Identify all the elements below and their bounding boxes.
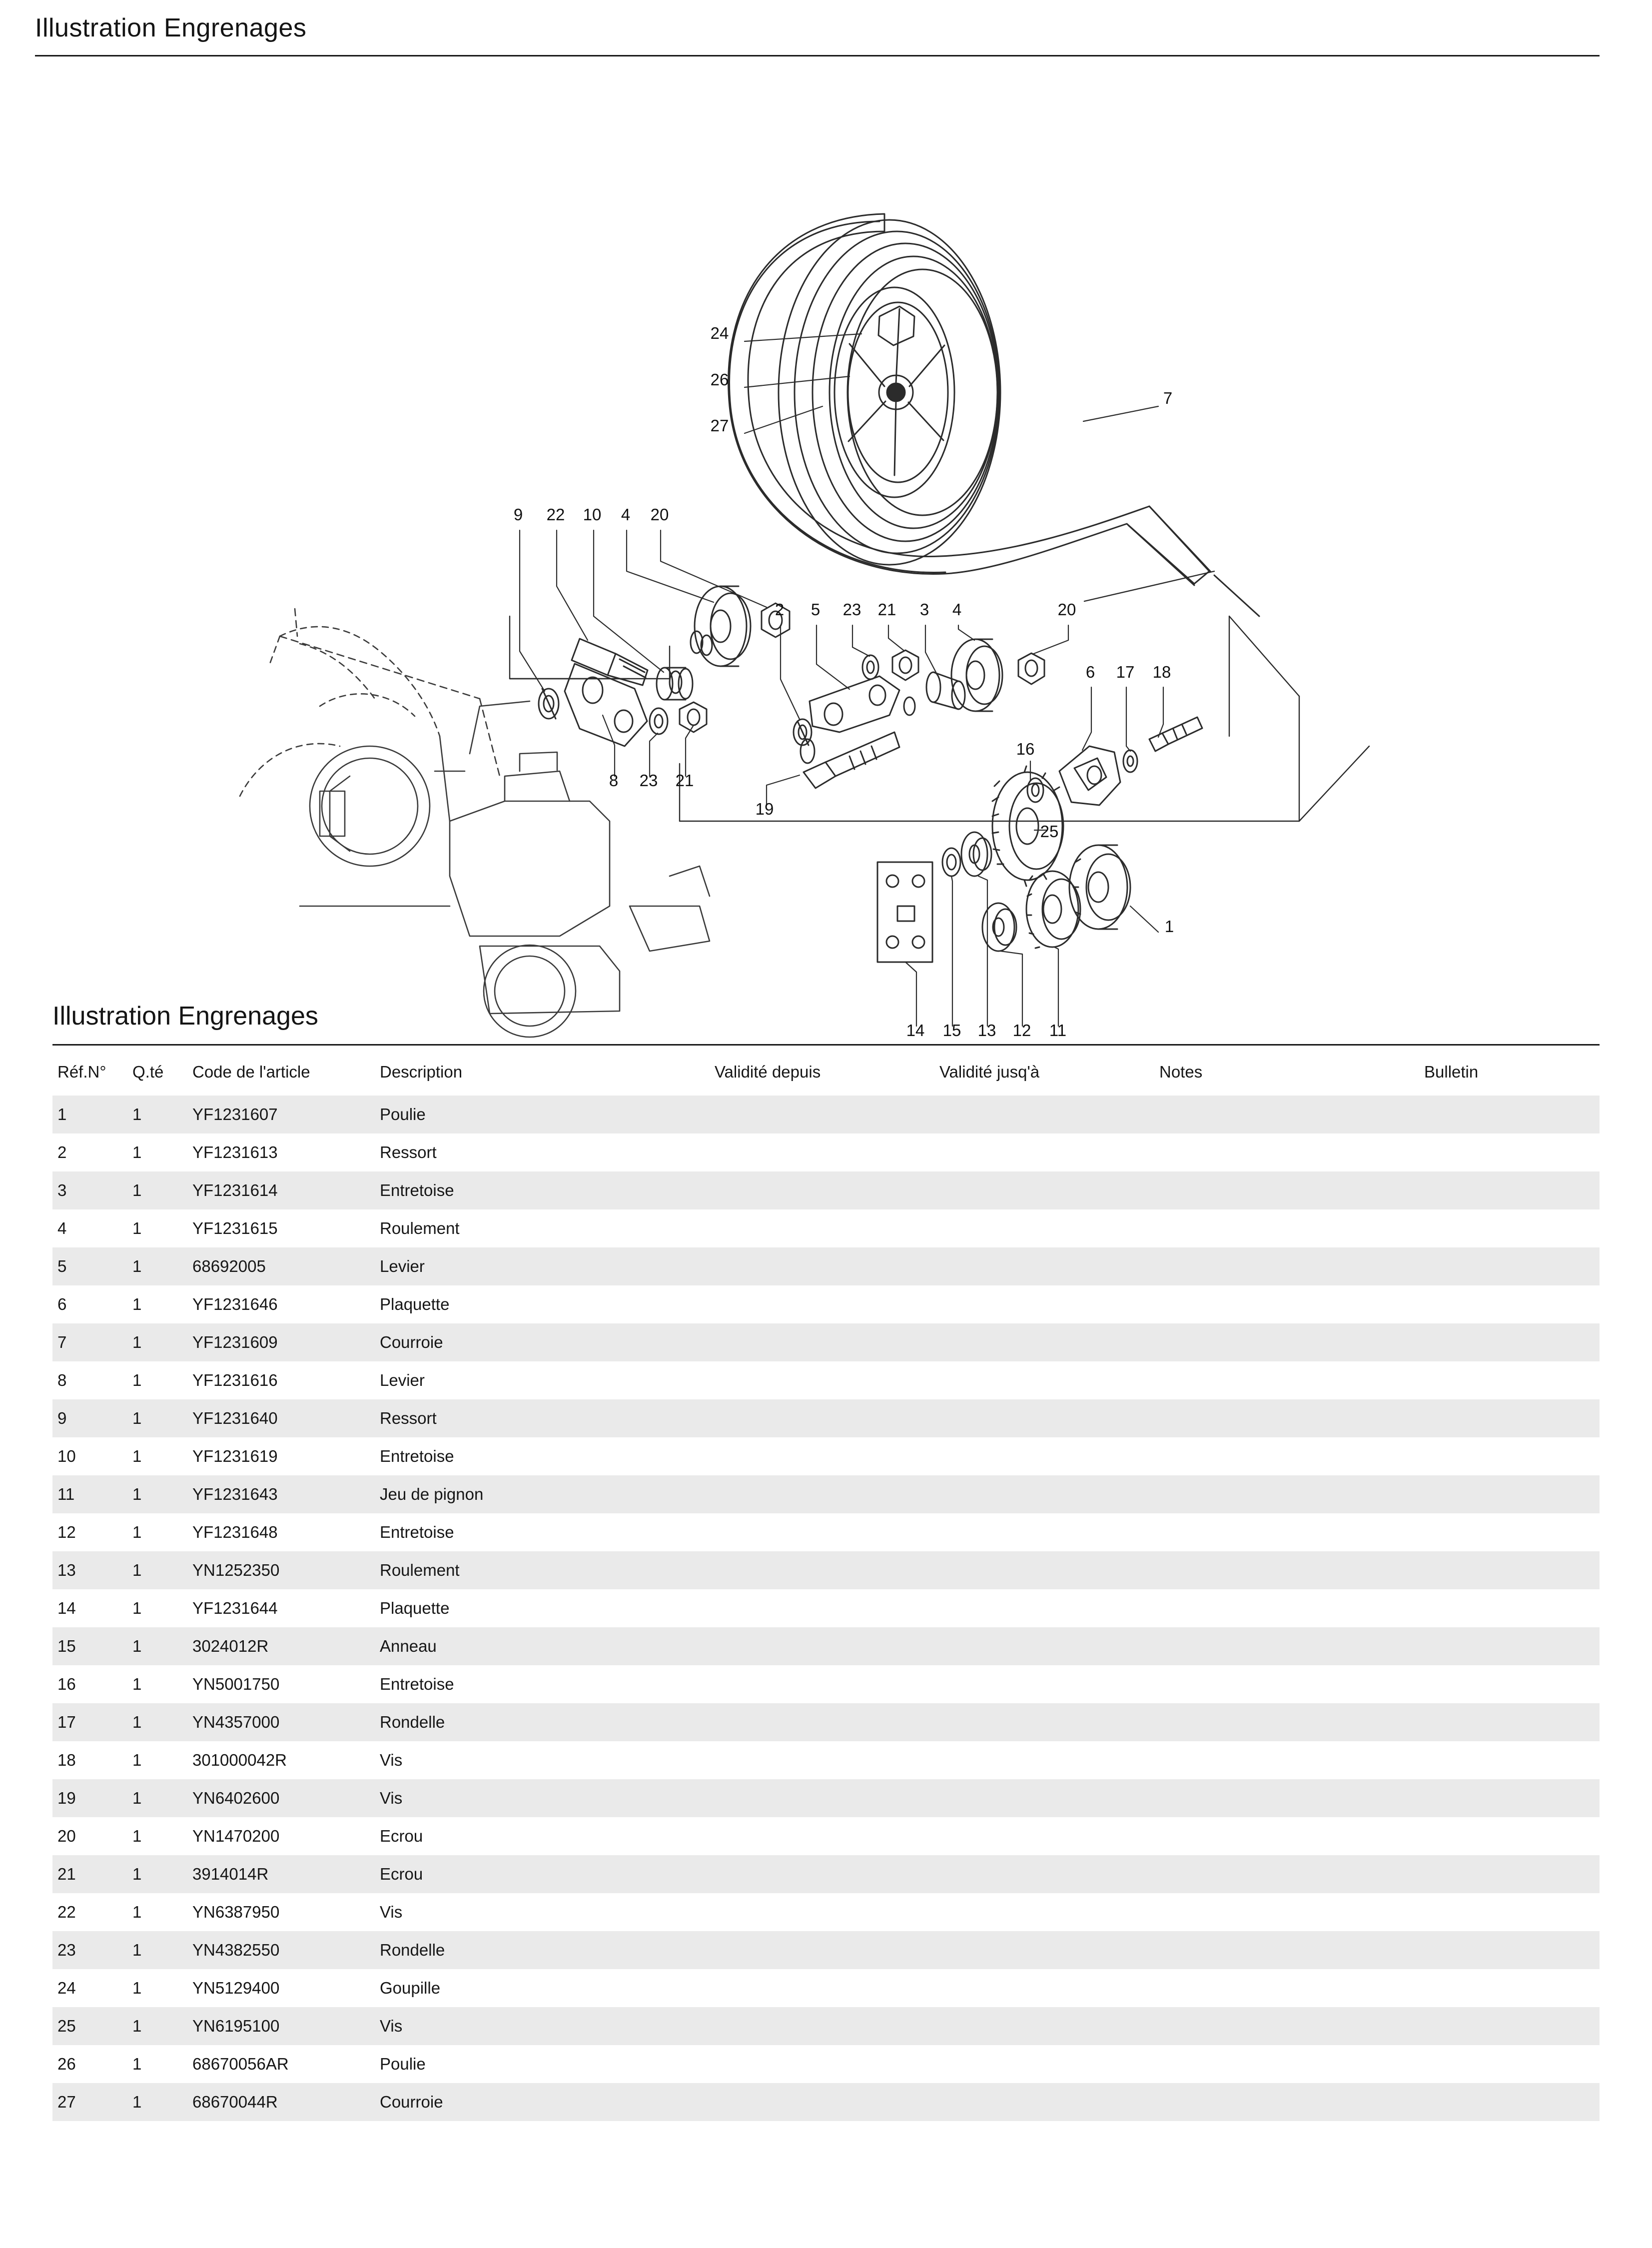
cell-ref: 5 bbox=[52, 1247, 132, 1285]
cell-bulletin bbox=[1424, 1817, 1600, 1855]
cell-notes bbox=[1159, 1437, 1424, 1475]
callout-number: 27 bbox=[710, 416, 729, 435]
cell-valid-to bbox=[939, 1285, 1159, 1323]
cell-valid-from bbox=[715, 1741, 939, 1779]
callout-number: 20 bbox=[1057, 600, 1076, 619]
table-row[interactable] bbox=[52, 1399, 1600, 1437]
cell-code: YF1231640 bbox=[192, 1399, 380, 1437]
table-row[interactable] bbox=[52, 1817, 1600, 1855]
table-row[interactable] bbox=[52, 1551, 1600, 1589]
cell-ref: 27 bbox=[52, 2083, 132, 2121]
cell-qty: 1 bbox=[132, 2045, 192, 2083]
callout-number: 5 bbox=[811, 600, 821, 619]
cell-bulletin bbox=[1424, 1247, 1600, 1285]
cell-valid-to bbox=[939, 1209, 1159, 1247]
cell-notes bbox=[1159, 1741, 1424, 1779]
table-row[interactable] bbox=[52, 1209, 1600, 1247]
cell-ref: 25 bbox=[52, 2007, 132, 2045]
cell-valid-to bbox=[939, 1969, 1159, 2007]
cell-qty: 1 bbox=[132, 1893, 192, 1931]
callout-number: 24 bbox=[710, 324, 729, 342]
callout-number: 2 bbox=[775, 600, 785, 619]
cell-notes bbox=[1159, 1817, 1424, 1855]
callout-number: 15 bbox=[942, 1021, 961, 1040]
cell-bulletin bbox=[1424, 1285, 1600, 1323]
cell-ref: 18 bbox=[52, 1741, 132, 1779]
table-row[interactable] bbox=[52, 1285, 1600, 1323]
cell-bulletin bbox=[1424, 1969, 1600, 2007]
callout-number: 21 bbox=[675, 771, 694, 790]
cell-code: 68692005 bbox=[192, 1247, 380, 1285]
cell-valid-to bbox=[939, 2083, 1159, 2121]
callout-number: 14 bbox=[906, 1021, 925, 1040]
column-header-desc: Description bbox=[380, 1063, 463, 1081]
cell-valid-to bbox=[939, 2007, 1159, 2045]
cell-valid-to bbox=[939, 1893, 1159, 1931]
table-row[interactable] bbox=[52, 1361, 1600, 1399]
cell-bulletin bbox=[1424, 1133, 1600, 1171]
cell-bulletin bbox=[1424, 1171, 1600, 1209]
cell-notes bbox=[1159, 1779, 1424, 1817]
cell-code: 3914014R bbox=[192, 1855, 380, 1893]
table-row[interactable] bbox=[52, 1703, 1600, 1741]
cell-valid-to bbox=[939, 1741, 1159, 1779]
cell-code: YN5129400 bbox=[192, 1969, 380, 2007]
cell-valid-to bbox=[939, 1513, 1159, 1551]
cell-bulletin bbox=[1424, 1627, 1600, 1665]
cell-ref: 26 bbox=[52, 2045, 132, 2083]
callout-number: 21 bbox=[877, 600, 896, 619]
column-header-valid-from: Validité depuis bbox=[715, 1063, 821, 1081]
cell-qty: 1 bbox=[132, 1133, 192, 1171]
cell-code: YF1231643 bbox=[192, 1475, 380, 1513]
cell-qty: 1 bbox=[132, 2007, 192, 2045]
cell-ref: 21 bbox=[52, 1855, 132, 1893]
cell-notes bbox=[1159, 1513, 1424, 1551]
cell-qty: 1 bbox=[132, 1969, 192, 2007]
table-header-row bbox=[52, 1046, 1600, 1096]
cell-valid-to bbox=[939, 1247, 1159, 1285]
cell-bulletin bbox=[1424, 1361, 1600, 1399]
table-row[interactable] bbox=[52, 1779, 1600, 1817]
cell-qty: 1 bbox=[132, 1817, 192, 1855]
callout-number: 4 bbox=[952, 600, 962, 619]
callout-number: 10 bbox=[583, 505, 602, 524]
cell-bulletin bbox=[1424, 1703, 1600, 1741]
cell-valid-to bbox=[939, 1817, 1159, 1855]
cell-valid-to bbox=[939, 1589, 1159, 1627]
cell-description: Vis bbox=[380, 1779, 715, 1817]
cell-valid-to bbox=[939, 2045, 1159, 2083]
cell-notes bbox=[1159, 1171, 1424, 1209]
cell-qty: 1 bbox=[132, 1399, 192, 1437]
cell-description: Entretoise bbox=[380, 1513, 715, 1551]
cell-valid-to bbox=[939, 1437, 1159, 1475]
cell-description: Entretoise bbox=[380, 1665, 715, 1703]
callout-number: 3 bbox=[919, 600, 929, 619]
callout-number: 26 bbox=[710, 370, 729, 389]
cell-qty: 1 bbox=[132, 1285, 192, 1323]
cell-valid-from bbox=[715, 1437, 939, 1475]
cell-ref: 23 bbox=[52, 1931, 132, 1969]
cell-valid-to bbox=[939, 1931, 1159, 1969]
cell-valid-from bbox=[715, 1361, 939, 1399]
table-row[interactable] bbox=[52, 1247, 1600, 1285]
cell-valid-from bbox=[715, 1779, 939, 1817]
parts-table-wrapper bbox=[0, 1046, 1652, 2121]
cell-bulletin bbox=[1424, 1931, 1600, 1969]
cell-qty: 1 bbox=[132, 1209, 192, 1247]
cell-valid-from bbox=[715, 1399, 939, 1437]
cell-description: Ressort bbox=[380, 1133, 715, 1171]
cell-qty: 1 bbox=[132, 1627, 192, 1665]
cell-valid-from bbox=[715, 2007, 939, 2045]
cell-notes bbox=[1159, 1893, 1424, 1931]
cell-description: Rondelle bbox=[380, 1703, 715, 1741]
cell-description: Ressort bbox=[380, 1399, 715, 1437]
column-header-qty: Q.té bbox=[132, 1063, 164, 1081]
cell-ref: 15 bbox=[52, 1627, 132, 1665]
callout-number: 22 bbox=[546, 505, 565, 524]
callout-number: 7 bbox=[1163, 389, 1173, 407]
cell-qty: 1 bbox=[132, 1779, 192, 1817]
cell-description: Poulie bbox=[380, 2045, 715, 2083]
callout-number: 20 bbox=[650, 505, 669, 524]
cell-valid-to bbox=[939, 1323, 1159, 1361]
cell-notes bbox=[1159, 1551, 1424, 1589]
cell-valid-from bbox=[715, 1096, 939, 1133]
cell-description: Levier bbox=[380, 1247, 715, 1285]
cell-code: YN5001750 bbox=[192, 1665, 380, 1703]
callout-number: 18 bbox=[1152, 663, 1171, 681]
cell-valid-to bbox=[939, 1096, 1159, 1133]
cell-valid-to bbox=[939, 1665, 1159, 1703]
cell-ref: 4 bbox=[52, 1209, 132, 1247]
cell-code: 3024012R bbox=[192, 1627, 380, 1665]
cell-ref: 24 bbox=[52, 1969, 132, 2007]
cell-qty: 1 bbox=[132, 1703, 192, 1741]
cell-notes bbox=[1159, 1475, 1424, 1513]
cell-description: Ecrou bbox=[380, 1855, 715, 1893]
cell-bulletin bbox=[1424, 1323, 1600, 1361]
cell-ref: 3 bbox=[52, 1171, 132, 1209]
cell-valid-from bbox=[715, 2045, 939, 2083]
cell-code: 68670044R bbox=[192, 2083, 380, 2121]
callout-number: 16 bbox=[1016, 740, 1035, 758]
cell-ref: 6 bbox=[52, 1285, 132, 1323]
cell-valid-from bbox=[715, 1551, 939, 1589]
table-row[interactable] bbox=[52, 2007, 1600, 2045]
cell-ref: 2 bbox=[52, 1133, 132, 1171]
cell-valid-from bbox=[715, 1247, 939, 1285]
cell-bulletin bbox=[1424, 1551, 1600, 1589]
cell-notes bbox=[1159, 1703, 1424, 1741]
cell-valid-from bbox=[715, 1133, 939, 1171]
cell-description: Vis bbox=[380, 1741, 715, 1779]
table-row[interactable] bbox=[52, 2045, 1600, 2083]
cell-notes bbox=[1159, 1589, 1424, 1627]
cell-ref: 14 bbox=[52, 1589, 132, 1627]
cell-qty: 1 bbox=[132, 1171, 192, 1209]
cell-code: YF1231646 bbox=[192, 1285, 380, 1323]
cell-qty: 1 bbox=[132, 1589, 192, 1627]
cell-valid-from bbox=[715, 1703, 939, 1741]
cell-qty: 1 bbox=[132, 1741, 192, 1779]
cell-valid-from bbox=[715, 1513, 939, 1551]
cell-code: YF1231615 bbox=[192, 1209, 380, 1247]
cell-description: Roulement bbox=[380, 1209, 715, 1247]
cell-bulletin bbox=[1424, 1096, 1600, 1133]
cell-code: YF1231616 bbox=[192, 1361, 380, 1399]
cell-notes bbox=[1159, 1096, 1424, 1133]
table-row[interactable] bbox=[52, 1627, 1600, 1665]
cell-description: Anneau bbox=[380, 1627, 715, 1665]
cell-qty: 1 bbox=[132, 1665, 192, 1703]
cell-description: Plaquette bbox=[380, 1285, 715, 1323]
callout-number: 12 bbox=[1012, 1021, 1031, 1040]
cell-code: YF1231648 bbox=[192, 1513, 380, 1551]
cell-notes bbox=[1159, 1627, 1424, 1665]
cell-valid-to bbox=[939, 1475, 1159, 1513]
section-title: Illustration Engrenages bbox=[52, 1002, 318, 1031]
cell-ref: 20 bbox=[52, 1817, 132, 1855]
cell-valid-to bbox=[939, 1399, 1159, 1437]
table-row[interactable] bbox=[52, 1323, 1600, 1361]
cell-code: YN4357000 bbox=[192, 1703, 380, 1741]
cell-valid-to bbox=[939, 1133, 1159, 1171]
table-row[interactable] bbox=[52, 1437, 1600, 1475]
cell-ref: 8 bbox=[52, 1361, 132, 1399]
cell-valid-from bbox=[715, 1285, 939, 1323]
cell-valid-from bbox=[715, 1627, 939, 1665]
cell-ref: 9 bbox=[52, 1399, 132, 1437]
parts-table-head bbox=[52, 1046, 1600, 1096]
cell-description: Courroie bbox=[380, 2083, 715, 2121]
cell-description: Roulement bbox=[380, 1551, 715, 1589]
cell-description: Entretoise bbox=[380, 1171, 715, 1209]
cell-bulletin bbox=[1424, 2045, 1600, 2083]
cell-valid-from bbox=[715, 2083, 939, 2121]
table-row[interactable] bbox=[52, 1969, 1600, 2007]
cell-ref: 19 bbox=[52, 1779, 132, 1817]
callout-number: 17 bbox=[1116, 663, 1135, 681]
table-row[interactable] bbox=[52, 2083, 1600, 2121]
cell-bulletin bbox=[1424, 1437, 1600, 1475]
cell-bulletin bbox=[1424, 1665, 1600, 1703]
section-header bbox=[0, 1001, 1652, 1046]
cell-valid-from bbox=[715, 1589, 939, 1627]
table-row[interactable] bbox=[52, 1741, 1600, 1779]
cell-code: YN6387950 bbox=[192, 1893, 380, 1931]
callout-number: 4 bbox=[621, 505, 631, 524]
cell-ref: 17 bbox=[52, 1703, 132, 1741]
cell-code: 68670056AR bbox=[192, 2045, 380, 2083]
callout-number: 6 bbox=[1085, 663, 1095, 681]
cell-notes bbox=[1159, 1285, 1424, 1323]
cell-description: Poulie bbox=[380, 1096, 715, 1133]
cell-code: YF1231607 bbox=[192, 1096, 380, 1133]
table-row[interactable] bbox=[52, 1475, 1600, 1513]
cell-description: Levier bbox=[380, 1361, 715, 1399]
cell-ref: 10 bbox=[52, 1437, 132, 1475]
cell-ref: 11 bbox=[52, 1475, 132, 1513]
cell-notes bbox=[1159, 2007, 1424, 2045]
cell-code: YN1252350 bbox=[192, 1551, 380, 1589]
cell-code: YN6402600 bbox=[192, 1779, 380, 1817]
table-row[interactable] bbox=[52, 1096, 1600, 1133]
cell-qty: 1 bbox=[132, 1437, 192, 1475]
cell-bulletin bbox=[1424, 1893, 1600, 1931]
cell-valid-from bbox=[715, 1855, 939, 1893]
callout-labels bbox=[514, 324, 1174, 1040]
cell-valid-to bbox=[939, 1361, 1159, 1399]
cell-qty: 1 bbox=[132, 2083, 192, 2121]
cell-qty: 1 bbox=[132, 1855, 192, 1893]
column-header-notes: Notes bbox=[1159, 1063, 1203, 1081]
cell-bulletin bbox=[1424, 1589, 1600, 1627]
table-row[interactable] bbox=[52, 1589, 1600, 1627]
table-row[interactable] bbox=[52, 1893, 1600, 1931]
cell-notes bbox=[1159, 1361, 1424, 1399]
cell-bulletin bbox=[1424, 1513, 1600, 1551]
cell-valid-from bbox=[715, 1323, 939, 1361]
cell-notes bbox=[1159, 1247, 1424, 1285]
cell-notes bbox=[1159, 1969, 1424, 2007]
cell-qty: 1 bbox=[132, 1361, 192, 1399]
cell-bulletin bbox=[1424, 1855, 1600, 1893]
column-header-code: Code de l'article bbox=[192, 1063, 310, 1081]
cell-valid-from bbox=[715, 1969, 939, 2007]
table-row[interactable] bbox=[52, 1133, 1600, 1171]
cell-notes bbox=[1159, 1133, 1424, 1171]
cell-code: YF1231644 bbox=[192, 1589, 380, 1627]
cell-bulletin bbox=[1424, 2083, 1600, 2121]
column-header-bulletin: Bulletin bbox=[1424, 1063, 1479, 1081]
page-title: Illustration Engrenages bbox=[35, 13, 307, 42]
cell-bulletin bbox=[1424, 1399, 1600, 1437]
cell-ref: 12 bbox=[52, 1513, 132, 1551]
cell-code: YN4382550 bbox=[192, 1931, 380, 1969]
cell-code: YF1231619 bbox=[192, 1437, 380, 1475]
cell-notes bbox=[1159, 1399, 1424, 1437]
cell-qty: 1 bbox=[132, 1096, 192, 1133]
parts-table-body bbox=[52, 1096, 1600, 2121]
cell-description: Vis bbox=[380, 1893, 715, 1931]
cell-notes bbox=[1159, 1855, 1424, 1893]
cell-notes bbox=[1159, 1209, 1424, 1247]
cell-bulletin bbox=[1424, 2007, 1600, 2045]
cell-ref: 22 bbox=[52, 1893, 132, 1931]
cell-qty: 1 bbox=[132, 1475, 192, 1513]
callout-number: 23 bbox=[639, 771, 658, 790]
cell-description: Vis bbox=[380, 2007, 715, 2045]
cell-valid-to bbox=[939, 1171, 1159, 1209]
cell-valid-to bbox=[939, 1779, 1159, 1817]
cell-ref: 1 bbox=[52, 1096, 132, 1133]
cell-valid-from bbox=[715, 1171, 939, 1209]
callout-number: 23 bbox=[842, 600, 861, 619]
cell-ref: 7 bbox=[52, 1323, 132, 1361]
cell-notes bbox=[1159, 1931, 1424, 1969]
cell-description: Jeu de pignon bbox=[380, 1475, 715, 1513]
document-header bbox=[0, 0, 1652, 55]
cell-code: 301000042R bbox=[192, 1741, 380, 1779]
cell-notes bbox=[1159, 2083, 1424, 2121]
cell-valid-to bbox=[939, 1855, 1159, 1893]
table-row[interactable] bbox=[52, 1513, 1600, 1551]
cell-code: YF1231609 bbox=[192, 1323, 380, 1361]
cell-valid-from bbox=[715, 1893, 939, 1931]
cell-qty: 1 bbox=[132, 1247, 192, 1285]
cell-valid-from bbox=[715, 1817, 939, 1855]
cell-qty: 1 bbox=[132, 1551, 192, 1589]
table-row[interactable] bbox=[52, 1855, 1600, 1893]
cell-valid-from bbox=[715, 1209, 939, 1247]
cell-qty: 1 bbox=[132, 1323, 192, 1361]
callout-number: 11 bbox=[1049, 1021, 1067, 1040]
callout-number: 13 bbox=[977, 1021, 996, 1040]
column-header-valid-to: Validité jusq'à bbox=[939, 1063, 1040, 1081]
cell-ref: 16 bbox=[52, 1665, 132, 1703]
cell-valid-from bbox=[715, 1665, 939, 1703]
cell-qty: 1 bbox=[132, 1931, 192, 1969]
callout-number: 8 bbox=[609, 771, 619, 790]
table-row[interactable] bbox=[52, 1665, 1600, 1703]
cell-valid-to bbox=[939, 1703, 1159, 1741]
cell-bulletin bbox=[1424, 1741, 1600, 1779]
callout-number: 25 bbox=[1040, 822, 1059, 841]
cell-valid-to bbox=[939, 1551, 1159, 1589]
cell-code: YF1231614 bbox=[192, 1171, 380, 1209]
cell-notes bbox=[1159, 1665, 1424, 1703]
table-row[interactable] bbox=[52, 1171, 1600, 1209]
cell-notes bbox=[1159, 1323, 1424, 1361]
cell-code: YF1231613 bbox=[192, 1133, 380, 1171]
parts-table bbox=[52, 1046, 1600, 2121]
cell-notes bbox=[1159, 2045, 1424, 2083]
cell-valid-from bbox=[715, 1931, 939, 1969]
cell-qty: 1 bbox=[132, 1513, 192, 1551]
cell-description: Entretoise bbox=[380, 1437, 715, 1475]
callout-number: 1 bbox=[1164, 917, 1174, 936]
column-header-ref: Réf.N° bbox=[57, 1063, 106, 1081]
cell-description: Rondelle bbox=[380, 1931, 715, 1969]
cell-code: YN1470200 bbox=[192, 1817, 380, 1855]
cell-ref: 13 bbox=[52, 1551, 132, 1589]
callout-number: 19 bbox=[755, 800, 774, 818]
cell-bulletin bbox=[1424, 1779, 1600, 1817]
cell-description: Goupille bbox=[380, 1969, 715, 2007]
cell-description: Ecrou bbox=[380, 1817, 715, 1855]
cell-code: YN6195100 bbox=[192, 2007, 380, 2045]
cell-description: Courroie bbox=[380, 1323, 715, 1361]
cell-bulletin bbox=[1424, 1209, 1600, 1247]
callout-number: 9 bbox=[513, 505, 523, 524]
cell-bulletin bbox=[1424, 1475, 1600, 1513]
cell-description: Plaquette bbox=[380, 1589, 715, 1627]
table-row[interactable] bbox=[52, 1931, 1600, 1969]
cell-valid-to bbox=[939, 1627, 1159, 1665]
cell-valid-from bbox=[715, 1475, 939, 1513]
